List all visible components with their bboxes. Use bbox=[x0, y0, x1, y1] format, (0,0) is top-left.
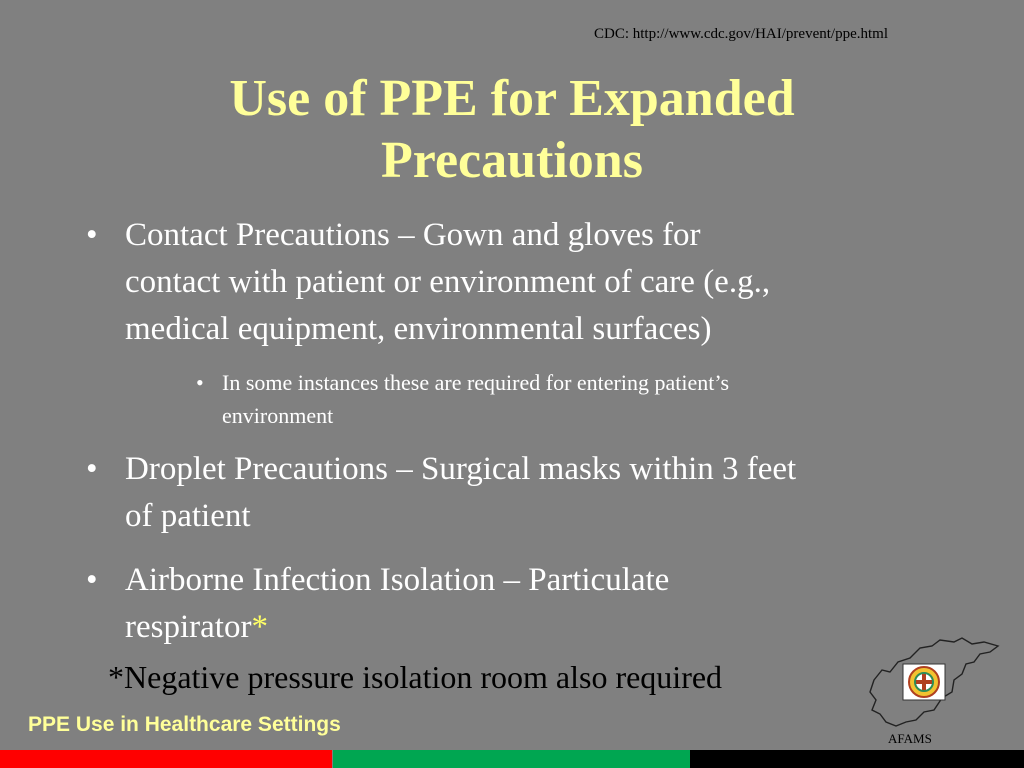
bullet-marker: • bbox=[86, 451, 98, 487]
slide-title-line-1: Use of PPE for Expanded bbox=[229, 70, 795, 127]
bullet-line: respirator bbox=[125, 609, 252, 645]
afghanistan-map-outline-icon bbox=[862, 636, 1002, 732]
afams-emblem-icon bbox=[903, 664, 945, 700]
bullet-line: of patient bbox=[125, 498, 251, 534]
bullet-line: contact with patient or environment of care (e.g., bbox=[125, 264, 771, 300]
bullet-line: Contact Precautions – Gown and gloves for bbox=[125, 217, 701, 253]
slide-title-line-2: Precautions bbox=[381, 132, 643, 189]
footer-stripe-black bbox=[690, 750, 1024, 768]
source-citation: CDC: http://www.cdc.gov/HAI/prevent/ppe.html bbox=[594, 26, 888, 42]
footnote-asterisk: * bbox=[251, 609, 268, 645]
slide-title bbox=[0, 68, 1024, 192]
footer-label: PPE Use in Healthcare Settings bbox=[28, 713, 341, 736]
sub-bullet-marker: • bbox=[196, 370, 204, 395]
footer-org-label: AFAMS bbox=[888, 731, 932, 746]
sub-bullet-line: environment bbox=[222, 403, 334, 428]
bullet-line: Droplet Precautions – Surgical masks within 3 feet bbox=[125, 451, 797, 487]
sub-bullet-line: In some instances these are required for entering patient’s bbox=[222, 370, 730, 395]
footer-stripe-green bbox=[333, 750, 690, 768]
bullet-line: medical equipment, environmental surfaces) bbox=[125, 311, 712, 347]
bullet-marker: • bbox=[86, 217, 98, 253]
bullet-marker: • bbox=[86, 562, 98, 598]
bullet-line: Airborne Infection Isolation – Particulate bbox=[125, 562, 670, 598]
footer-stripe-red bbox=[0, 750, 332, 768]
footnote-negative-pressure: *Negative pressure isolation room also required bbox=[108, 659, 723, 695]
